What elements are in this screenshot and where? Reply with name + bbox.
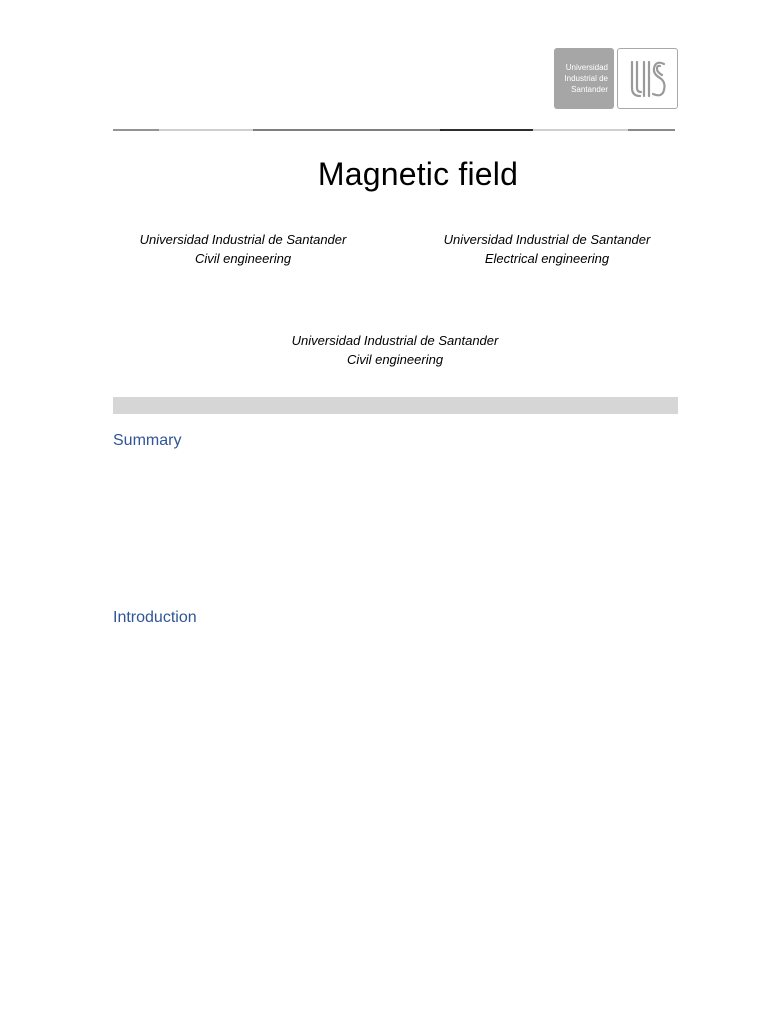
author-department: Electrical engineering (484, 251, 610, 266)
logo-line-1: Universidad (565, 63, 608, 72)
logo-line-2: Industrial de (564, 74, 608, 83)
abstract-bar (113, 397, 678, 414)
header-rule (113, 128, 675, 132)
author-affiliation-1 (113, 230, 373, 268)
logo-wordmark (554, 48, 614, 109)
uis-emblem-svg (626, 56, 670, 102)
document-title: Magnetic field (317, 156, 519, 192)
logo-line-3: Santander (571, 85, 608, 94)
uis-emblem-icon (617, 48, 678, 109)
author-affiliation-3 (265, 331, 525, 369)
author-institution: Universidad Industrial de Santander (291, 333, 499, 348)
author-institution: Universidad Industrial de Santander (139, 232, 347, 247)
author-institution: Universidad Industrial de Santander (443, 232, 651, 247)
author-department: Civil engineering (194, 251, 292, 266)
section-heading-summary: Summary (113, 432, 182, 449)
section-heading-introduction: Introduction (113, 609, 197, 626)
university-logo (554, 48, 677, 109)
author-affiliation-2 (417, 230, 677, 268)
author-department: Civil engineering (346, 352, 444, 367)
